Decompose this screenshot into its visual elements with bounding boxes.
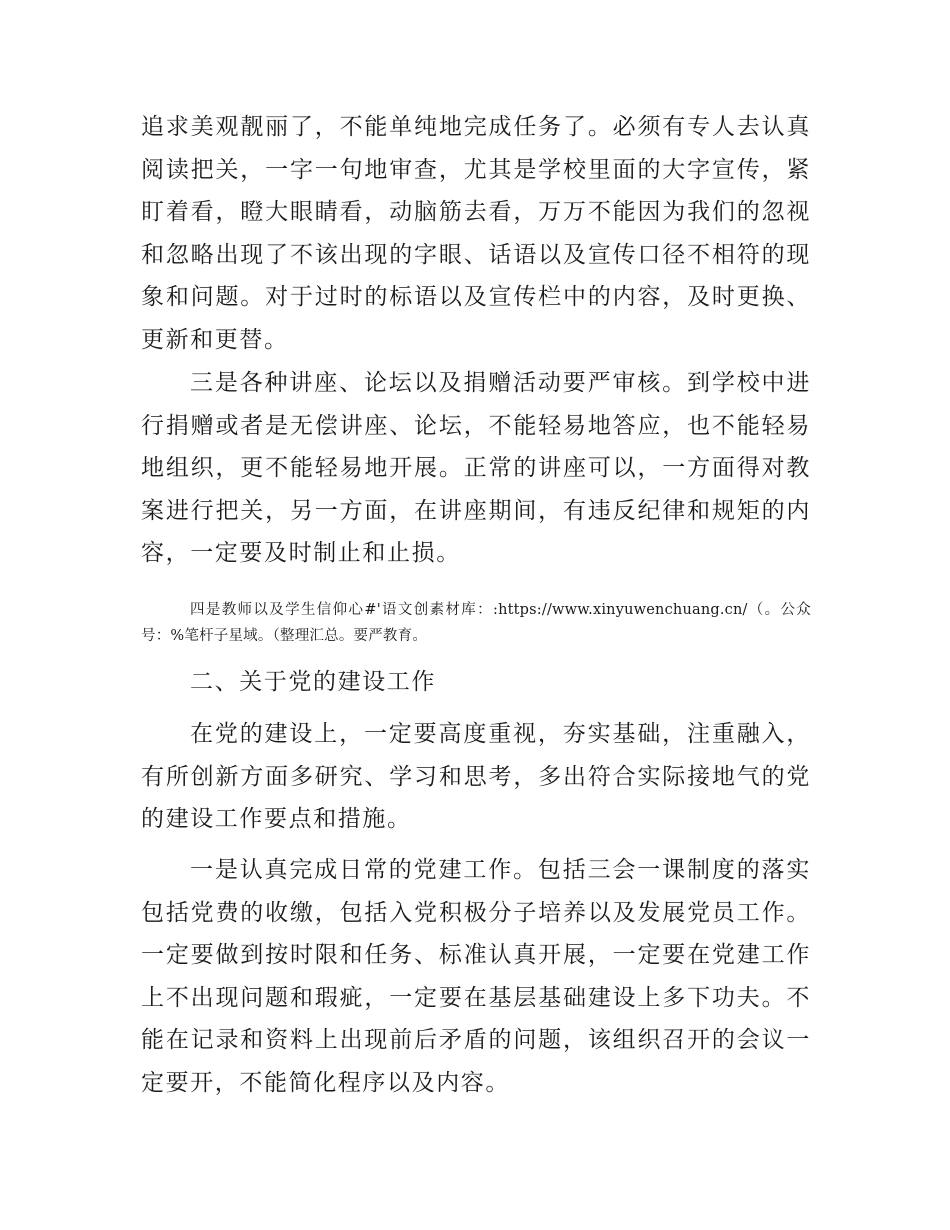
section-heading-party-building: 二、关于党的建设工作 xyxy=(190,669,436,695)
paragraph-publicity-review: 追求美观靓丽了，不能单纯地完成任务了。必须有专人去认真阅读把关，一字一句地审查，尤其是学校里面的大字宣传，紧盯着看，瞪大眼睛看，动脑筋去看，万万不能因为我们的忽视和忽略出现了不该出现的字眼、话语以及宣传口径不相符的现象和问题。对于过时的标语以及宣传栏中的内容，及时更换、更新和更替。 xyxy=(141,114,811,353)
paragraph-party-building-intro: 在党的建设上，一定要高度重视，夯实基础，注重融入，有所创新方面多研究、学习和思考，多出符合实际接地气的党的建设工作要点和措施。 xyxy=(141,721,811,833)
paragraph-belief-education: 四是教师以及学生信仰心#'语文创素材库：:https://www.xinyuwenchuang.cn/（。公众号：%笔杆子星域。（整理汇总。要严教育。 xyxy=(141,602,811,644)
paragraph-daily-party-work: 一是认真完成日常的党建工作。包括三会一课制度的落实包括党费的收缴，包括入党积极分子培养以及发展党员工作。一定要做到按时限和任务、标准认真开展，一定要在党建工作上不出现问题和瑕疵，一定要在基层基础建设上多下功夫。不能在记录和资料上出现前后矛盾的问题，该组织召开的会议一定要开，不能简化程序以及内容。 xyxy=(141,857,811,1096)
paragraph-lecture-review: 三是各种讲座、论坛以及捐赠活动要严审核。到学校中进行捐赠或者是无偿讲座、论坛，不能轻易地答应，也不能轻易地组织，更不能轻易地开展。正常的讲座可以，一方面得对教案进行把关，另一方面，在讲座期间，有违反纪律和规矩的内容，一定要及时制止和止损。 xyxy=(141,370,811,567)
